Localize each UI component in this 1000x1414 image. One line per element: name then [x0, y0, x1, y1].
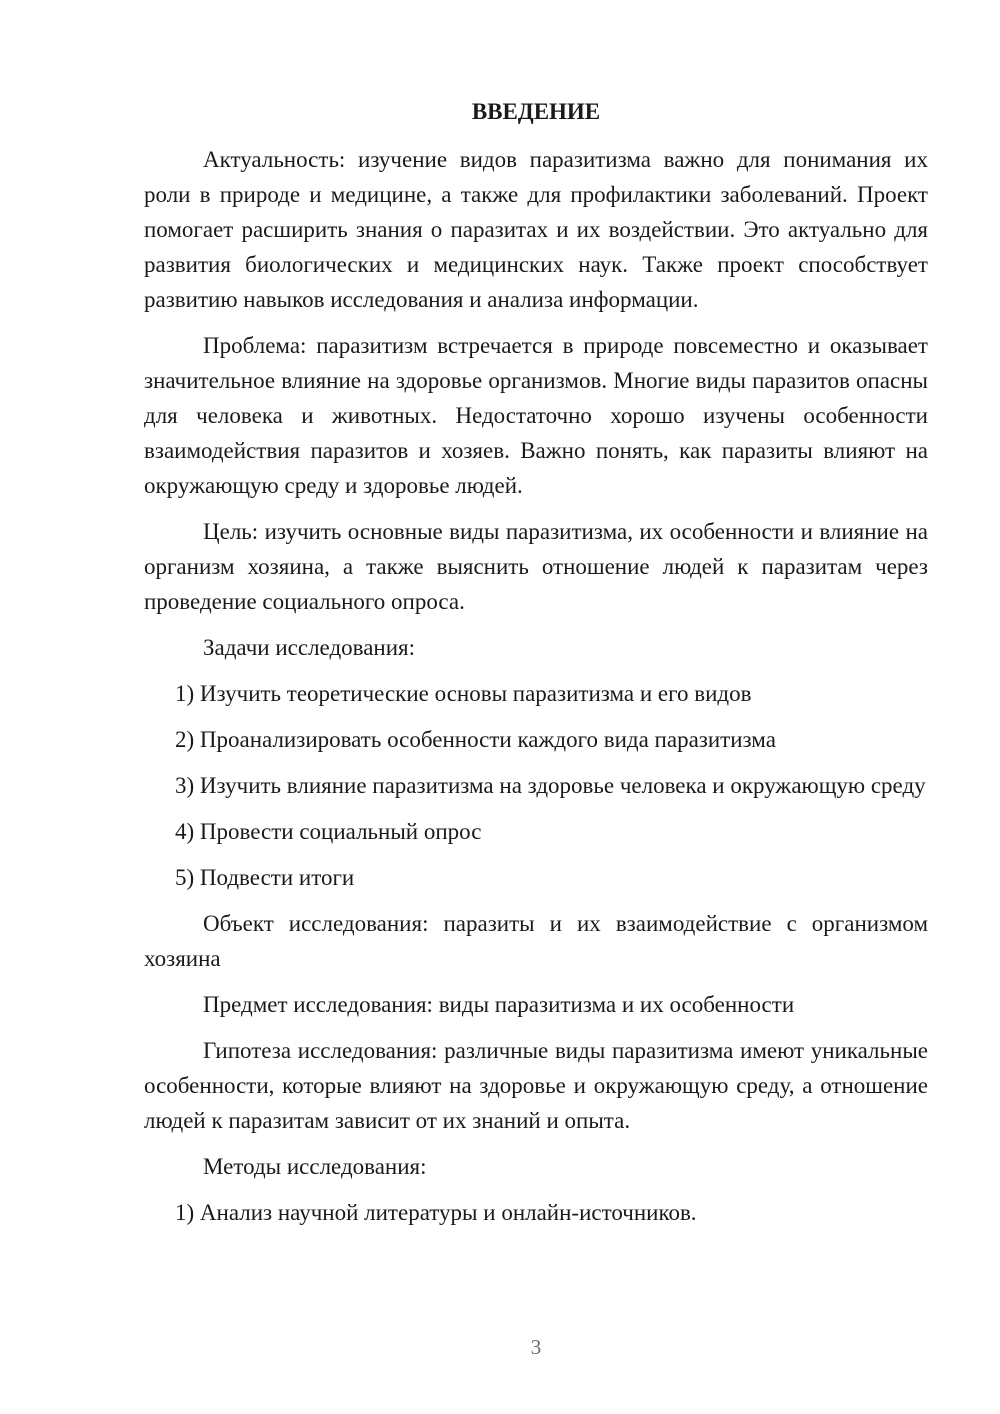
- page-title: ВВЕДЕНИЕ: [471, 99, 601, 124]
- paragraph-problem: Проблема: паразитизм встречается в природе повсеместно и оказывает значительное влияние на здоровье организмов. Многие виды паразитов опасны для человека и животных. Недостаточно хорошо изучены особенности взаимодействия паразитов и хозяев. Важно понять, как паразиты влияют на окружающую среду и здоровье людей.: [144, 333, 928, 498]
- task-item-4: 4) Провести социальный опрос: [175, 819, 482, 844]
- task-item-2: 2) Проанализировать особенности каждого вида паразитизма: [175, 727, 776, 752]
- paragraph-hypothesis: Гипотеза исследования: различные виды паразитизма имеют уникальные особенности, которые влияют на здоровье и окружающую среду, а отношение людей к паразитам зависит от их знаний и опыта.: [144, 1038, 928, 1133]
- task-item-1: 1) Изучить теоретические основы паразитизма и его видов: [175, 681, 752, 706]
- task-item-3: 3) Изучить влияние паразитизма на здоровье человека и окружающую среду: [175, 773, 926, 798]
- paragraph-tasks-heading: Задачи исследования:: [203, 635, 416, 660]
- paragraph-methods-heading: Методы исследования:: [203, 1154, 427, 1179]
- document-body: [144, 142, 928, 1241]
- paragraph-object: Объект исследования: паразиты и их взаимодействие с организмом хозяина: [144, 911, 928, 971]
- paragraph-subject: Предмет исследования: виды паразитизма и их особенности: [203, 992, 795, 1017]
- page-number: 3: [530, 1335, 542, 1359]
- paragraph-relevance: Актуальность: изучение видов паразитизма важно для понимания их роли в природе и медицине, а также для профилактики заболеваний. Проект помогает расширить знания о паразитах и их воздействии. Это актуально для развития биологических и медицинских наук. Также проект способствует развитию навыков исследования и анализа информации.: [144, 147, 928, 312]
- method-item-1: 1) Анализ научной литературы и онлайн-источников.: [175, 1200, 697, 1225]
- paragraph-goal: Цель: изучить основные виды паразитизма, их особенности и влияние на организм хозяина, а также выяснить отношение людей к паразитам через проведение социального опроса.: [144, 519, 928, 614]
- task-item-5: 5) Подвести итоги: [175, 865, 355, 890]
